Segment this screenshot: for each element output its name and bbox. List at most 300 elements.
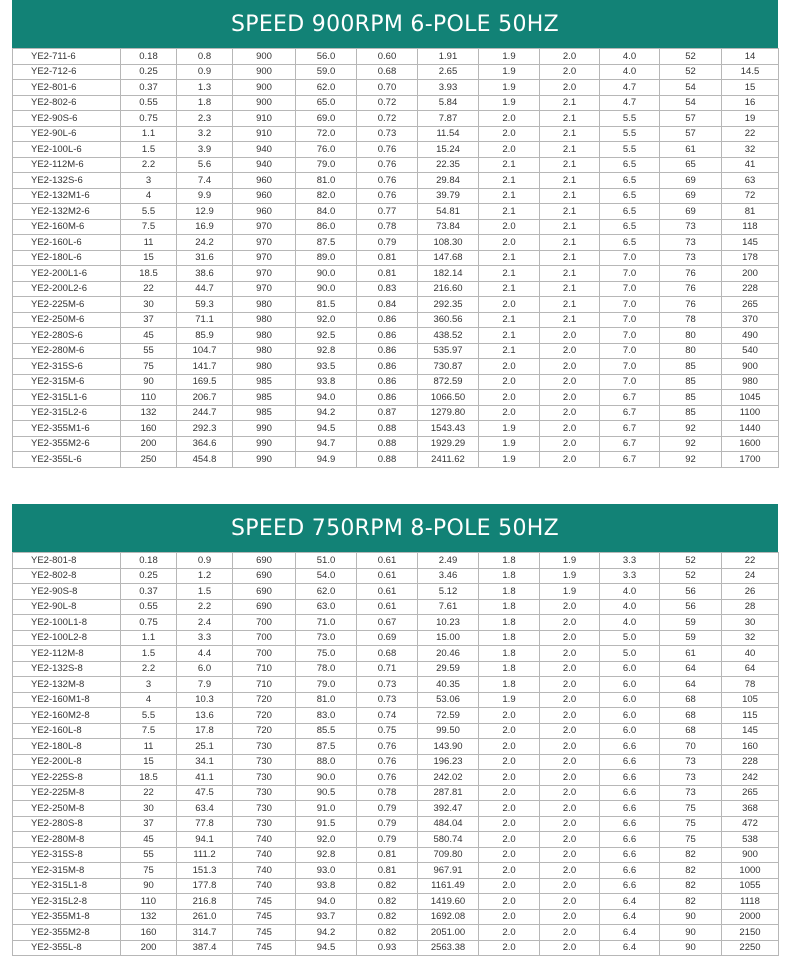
table-cell: 0.18 — [121, 553, 177, 569]
table-cell: 1700 — [722, 452, 779, 468]
table-cell: 720 — [233, 723, 296, 739]
table-cell: 2.0 — [479, 770, 540, 786]
table-cell: 28 — [722, 599, 779, 615]
table-cell: 71.0 — [296, 615, 357, 631]
table-cell: 10.3 — [177, 692, 233, 708]
table-cell: 7.0 — [600, 343, 660, 359]
model-cell: YE2-200L2-6 — [13, 281, 121, 297]
table-cell: 55 — [121, 343, 177, 359]
table-cell: 0.55 — [121, 95, 177, 111]
table-cell: 1.8 — [177, 95, 233, 111]
table-cell: 970 — [233, 235, 296, 251]
table-cell: 84.0 — [296, 204, 357, 220]
table-cell: 6.0 — [600, 677, 660, 693]
table-cell: 1.8 — [479, 646, 540, 662]
model-cell: YE2-355L-8 — [13, 940, 121, 956]
table-cell: 13.6 — [177, 708, 233, 724]
table-cell: 6.5 — [600, 204, 660, 220]
table-cell: 0.37 — [121, 584, 177, 600]
spec-table-6-pole — [12, 48, 779, 468]
table-cell: 244.7 — [177, 405, 233, 421]
table-cell: 6.7 — [600, 436, 660, 452]
model-cell: YE2-250M-6 — [13, 312, 121, 328]
table-cell: 6.6 — [600, 878, 660, 894]
table-cell: 4.0 — [600, 615, 660, 631]
table-cell: 292.3 — [177, 421, 233, 437]
table-cell: 3.3 — [600, 568, 660, 584]
table-cell: 0.88 — [357, 436, 418, 452]
table-cell: 250 — [121, 452, 177, 468]
table-cell: 2.0 — [479, 126, 540, 142]
table-cell: 145 — [722, 235, 779, 251]
table-row — [13, 266, 779, 282]
table-cell: 0.88 — [357, 421, 418, 437]
table-cell: 0.76 — [357, 142, 418, 158]
table-cell: 0.79 — [357, 235, 418, 251]
table-cell: 91.0 — [296, 801, 357, 817]
table-cell: 93.0 — [296, 863, 357, 879]
table-row — [13, 359, 779, 375]
table-cell: 0.67 — [357, 615, 418, 631]
table-cell: 11.54 — [418, 126, 479, 142]
table-cell: 709.80 — [418, 847, 479, 863]
table-cell: 2.0 — [540, 64, 600, 80]
model-cell: YE2-280S-6 — [13, 328, 121, 344]
table-cell: 2.2 — [177, 599, 233, 615]
table-cell: 7.0 — [600, 312, 660, 328]
table-cell: 1.8 — [479, 615, 540, 631]
table-cell: 32 — [722, 630, 779, 646]
table-cell: 2.1 — [540, 111, 600, 127]
table-cell: 73 — [660, 235, 722, 251]
table-cell: 4.4 — [177, 646, 233, 662]
table-cell: 93.8 — [296, 878, 357, 894]
table-cell: 30 — [121, 297, 177, 313]
table-cell: 730 — [233, 816, 296, 832]
table-cell: 7.0 — [600, 359, 660, 375]
table-cell: 64 — [660, 661, 722, 677]
table-cell: 261.0 — [177, 909, 233, 925]
table-cell: 93.7 — [296, 909, 357, 925]
table-cell: 1100 — [722, 405, 779, 421]
model-cell: YE2-180L-8 — [13, 739, 121, 755]
table-cell: 0.88 — [357, 452, 418, 468]
table-cell: 132 — [121, 909, 177, 925]
table-cell: 2.1 — [540, 173, 600, 189]
table-cell: 2.1 — [540, 219, 600, 235]
table-cell: 0.76 — [357, 188, 418, 204]
table-cell: 1.9 — [479, 95, 540, 111]
table-cell: 1066.50 — [418, 390, 479, 406]
table-cell: 740 — [233, 878, 296, 894]
table-cell: 0.73 — [357, 692, 418, 708]
table-cell: 40 — [722, 646, 779, 662]
table-cell: 92.8 — [296, 847, 357, 863]
table-cell: 2.0 — [540, 723, 600, 739]
table-cell: 0.76 — [357, 754, 418, 770]
table-cell: 2.49 — [418, 553, 479, 569]
table-cell: 16 — [722, 95, 779, 111]
table-cell: 2.0 — [540, 359, 600, 375]
table-cell: 10.23 — [418, 615, 479, 631]
table-cell: 90.0 — [296, 281, 357, 297]
table-cell: 3.3 — [177, 630, 233, 646]
table-cell: 41 — [722, 157, 779, 173]
table-cell: 62.0 — [296, 584, 357, 600]
table-cell: 0.73 — [357, 126, 418, 142]
table-cell: 76 — [660, 297, 722, 313]
model-cell: YE2-200L-8 — [13, 754, 121, 770]
table-row — [13, 940, 779, 956]
table-cell: 0.79 — [357, 816, 418, 832]
table-cell: 2.0 — [540, 863, 600, 879]
table-cell: 5.5 — [600, 142, 660, 158]
table-cell: 7.4 — [177, 173, 233, 189]
table-cell: 86.0 — [296, 219, 357, 235]
table-cell: 73 — [660, 754, 722, 770]
table-cell: 92.8 — [296, 343, 357, 359]
table-cell: 52 — [660, 553, 722, 569]
table-row — [13, 64, 779, 80]
table-cell: 44.7 — [177, 281, 233, 297]
table-cell: 1055 — [722, 878, 779, 894]
table-cell: 1.8 — [479, 553, 540, 569]
table-cell: 0.72 — [357, 95, 418, 111]
table-cell: 0.37 — [121, 80, 177, 96]
table-cell: 1161.49 — [418, 878, 479, 894]
table-cell: 6.5 — [600, 188, 660, 204]
table-cell: 1.9 — [540, 568, 600, 584]
table-cell: 0.81 — [357, 847, 418, 863]
table-cell: 61 — [660, 646, 722, 662]
table-cell: 2.0 — [540, 374, 600, 390]
table-row — [13, 111, 779, 127]
table-cell: 92 — [660, 421, 722, 437]
table-cell: 111.2 — [177, 847, 233, 863]
table-row — [13, 126, 779, 142]
table-cell: 6.5 — [600, 219, 660, 235]
table-cell: 0.82 — [357, 909, 418, 925]
table-cell: 535.97 — [418, 343, 479, 359]
table-cell: 0.9 — [177, 553, 233, 569]
table-cell: 2.0 — [540, 692, 600, 708]
model-cell: YE2-225M-8 — [13, 785, 121, 801]
table-cell: 1.5 — [121, 646, 177, 662]
table-cell: 72.59 — [418, 708, 479, 724]
table-cell: 0.86 — [357, 343, 418, 359]
table-cell: 700 — [233, 630, 296, 646]
table-cell: 92 — [660, 452, 722, 468]
table-cell: 6.6 — [600, 801, 660, 817]
model-cell: YE2-160M1-8 — [13, 692, 121, 708]
table-cell: 32 — [722, 142, 779, 158]
table-cell: 730 — [233, 770, 296, 786]
table-cell: 690 — [233, 553, 296, 569]
table-cell: 57 — [660, 111, 722, 127]
table-cell: 990 — [233, 452, 296, 468]
table-cell: 0.78 — [357, 785, 418, 801]
table-cell: 37 — [121, 312, 177, 328]
table-cell: 1.9 — [479, 692, 540, 708]
table-cell: 4 — [121, 692, 177, 708]
table-cell: 2.2 — [121, 661, 177, 677]
model-cell: YE2-200L1-6 — [13, 266, 121, 282]
table-cell: 92.0 — [296, 832, 357, 848]
table-cell: 745 — [233, 925, 296, 941]
table-cell: 1.9 — [479, 421, 540, 437]
table-cell: 2.0 — [479, 785, 540, 801]
table-cell: 54 — [660, 95, 722, 111]
table-row — [13, 832, 779, 848]
table-cell: 94.7 — [296, 436, 357, 452]
table-row — [13, 436, 779, 452]
table-cell: 7.87 — [418, 111, 479, 127]
table-cell: 52 — [660, 49, 722, 65]
table-cell: 5.5 — [600, 111, 660, 127]
model-cell: YE2-280M-8 — [13, 832, 121, 848]
table-cell: 730 — [233, 754, 296, 770]
table-cell: 0.86 — [357, 374, 418, 390]
table-cell: 0.76 — [357, 770, 418, 786]
table-cell: 6.7 — [600, 390, 660, 406]
table-cell: 6.4 — [600, 909, 660, 925]
table-cell: 73 — [660, 770, 722, 786]
table-cell: 200 — [121, 436, 177, 452]
table-cell: 75.0 — [296, 646, 357, 662]
table-cell: 730 — [233, 801, 296, 817]
table-cell: 740 — [233, 832, 296, 848]
table-cell: 76.0 — [296, 142, 357, 158]
table-cell: 1000 — [722, 863, 779, 879]
table-cell: 2.0 — [479, 739, 540, 755]
section-6-pole — [12, 0, 778, 468]
table-cell: 970 — [233, 250, 296, 266]
table-cell: 63 — [722, 173, 779, 189]
table-row — [13, 754, 779, 770]
table-cell: 72.0 — [296, 126, 357, 142]
table-cell: 2.1 — [479, 281, 540, 297]
table-cell: 200 — [121, 940, 177, 956]
table-cell: 4.7 — [600, 95, 660, 111]
table-cell: 160 — [722, 739, 779, 755]
table-cell: 72 — [722, 188, 779, 204]
table-cell: 11 — [121, 235, 177, 251]
model-cell: YE2-112M-8 — [13, 646, 121, 662]
table-cell: 2.0 — [479, 909, 540, 925]
table-cell: 242.02 — [418, 770, 479, 786]
model-cell: YE2-315L2-8 — [13, 894, 121, 910]
table-cell: 6.0 — [600, 661, 660, 677]
table-cell: 80 — [660, 343, 722, 359]
table-cell: 90 — [121, 374, 177, 390]
table-cell: 94.0 — [296, 390, 357, 406]
table-cell: 438.52 — [418, 328, 479, 344]
table-cell: 52 — [660, 568, 722, 584]
table-cell: 22 — [722, 553, 779, 569]
table-cell: 228 — [722, 754, 779, 770]
table-cell: 30 — [722, 615, 779, 631]
table-cell: 59 — [660, 615, 722, 631]
table-row — [13, 219, 779, 235]
spec-table-8-pole — [12, 552, 779, 956]
table-cell: 970 — [233, 266, 296, 282]
table-cell: 61 — [660, 142, 722, 158]
model-cell: YE2-132S-6 — [13, 173, 121, 189]
table-cell: 2.0 — [540, 832, 600, 848]
table-row — [13, 553, 779, 569]
section-title-6-pole: SPEED 900RPM 6-POLE 50HZ — [12, 0, 778, 48]
table-row — [13, 785, 779, 801]
table-cell: 26 — [722, 584, 779, 600]
table-cell: 38.6 — [177, 266, 233, 282]
table-row — [13, 646, 779, 662]
table-cell: 2.1 — [540, 157, 600, 173]
table-cell: 2.0 — [540, 646, 600, 662]
table-cell: 1.2 — [177, 568, 233, 584]
table-cell: 970 — [233, 219, 296, 235]
table-cell: 1.3 — [177, 80, 233, 96]
model-cell: YE2-225S-8 — [13, 770, 121, 786]
table-cell: 730.87 — [418, 359, 479, 375]
table-cell: 265 — [722, 297, 779, 313]
table-cell: 2.0 — [540, 390, 600, 406]
table-cell: 0.78 — [357, 219, 418, 235]
table-cell: 6.5 — [600, 235, 660, 251]
table-cell: 540 — [722, 343, 779, 359]
table-cell: 25.1 — [177, 739, 233, 755]
table-cell: 2.1 — [479, 157, 540, 173]
table-cell: 216.8 — [177, 894, 233, 910]
table-cell: 92.5 — [296, 328, 357, 344]
table-cell: 5.0 — [600, 646, 660, 662]
table-row — [13, 692, 779, 708]
table-cell: 3 — [121, 173, 177, 189]
table-cell: 2.1 — [479, 250, 540, 266]
table-cell: 2.0 — [540, 801, 600, 817]
table-cell: 70 — [660, 739, 722, 755]
model-cell: YE2-355M1-6 — [13, 421, 121, 437]
table-cell: 59.0 — [296, 64, 357, 80]
table-cell: 64 — [722, 661, 779, 677]
table-cell: 56.0 — [296, 49, 357, 65]
table-cell: 2.0 — [540, 677, 600, 693]
table-cell: 2.1 — [479, 328, 540, 344]
table-cell: 76 — [660, 281, 722, 297]
table-cell: 2.0 — [479, 235, 540, 251]
table-cell: 4.0 — [600, 64, 660, 80]
table-cell: 6.6 — [600, 816, 660, 832]
model-cell: YE2-160M2-8 — [13, 708, 121, 724]
model-cell: YE2-90L-6 — [13, 126, 121, 142]
table-cell: 2.0 — [479, 723, 540, 739]
table-row — [13, 281, 779, 297]
table-cell: 1.91 — [418, 49, 479, 65]
table-cell: 538 — [722, 832, 779, 848]
table-row — [13, 95, 779, 111]
table-cell: 0.81 — [357, 250, 418, 266]
model-cell: YE2-180L-6 — [13, 250, 121, 266]
table-cell: 2.0 — [540, 49, 600, 65]
table-row — [13, 677, 779, 693]
table-cell: 3.9 — [177, 142, 233, 158]
table-cell: 57 — [660, 126, 722, 142]
table-row — [13, 452, 779, 468]
table-cell: 2.0 — [540, 909, 600, 925]
table-row — [13, 661, 779, 677]
table-cell: 730 — [233, 785, 296, 801]
table-cell: 94.5 — [296, 940, 357, 956]
table-cell: 1929.29 — [418, 436, 479, 452]
table-row — [13, 708, 779, 724]
table-cell: 2.1 — [540, 266, 600, 282]
table-cell: 690 — [233, 584, 296, 600]
table-cell: 2.1 — [540, 297, 600, 313]
table-cell: 960 — [233, 204, 296, 220]
table-cell: 29.59 — [418, 661, 479, 677]
table-cell: 200 — [722, 266, 779, 282]
table-cell: 720 — [233, 708, 296, 724]
table-cell: 990 — [233, 436, 296, 452]
model-cell: YE2-250M-8 — [13, 801, 121, 817]
table-cell: 75 — [660, 816, 722, 832]
table-cell: 1.5 — [121, 142, 177, 158]
table-row — [13, 49, 779, 65]
table-cell: 118 — [722, 219, 779, 235]
table-cell: 85 — [660, 374, 722, 390]
table-row — [13, 630, 779, 646]
table-cell: 740 — [233, 847, 296, 863]
table-cell: 1.8 — [479, 584, 540, 600]
table-cell: 54.0 — [296, 568, 357, 584]
table-cell: 90 — [660, 940, 722, 956]
table-cell: 392.47 — [418, 801, 479, 817]
table-cell: 15.24 — [418, 142, 479, 158]
table-cell: 29.84 — [418, 173, 479, 189]
table-cell: 85 — [660, 405, 722, 421]
table-cell: 90.0 — [296, 770, 357, 786]
model-cell: YE2-280S-8 — [13, 816, 121, 832]
table-cell: 1.8 — [479, 599, 540, 615]
table-cell: 1.1 — [121, 126, 177, 142]
table-row — [13, 142, 779, 158]
table-cell: 940 — [233, 142, 296, 158]
table-cell: 14 — [722, 49, 779, 65]
table-cell: 2.0 — [540, 708, 600, 724]
table-cell: 7.9 — [177, 677, 233, 693]
table-cell: 985 — [233, 374, 296, 390]
table-cell: 2.1 — [479, 312, 540, 328]
table-cell: 0.74 — [357, 708, 418, 724]
table-cell: 0.25 — [121, 64, 177, 80]
table-cell: 2.1 — [479, 266, 540, 282]
table-cell: 2.0 — [479, 878, 540, 894]
table-cell: 99.50 — [418, 723, 479, 739]
model-cell: YE2-711-6 — [13, 49, 121, 65]
table-cell: 110 — [121, 390, 177, 406]
table-cell: 41.1 — [177, 770, 233, 786]
table-cell: 62.0 — [296, 80, 357, 96]
table-cell: 1.9 — [479, 49, 540, 65]
table-cell: 2.0 — [540, 630, 600, 646]
table-cell: 73.84 — [418, 219, 479, 235]
model-cell: YE2-802-8 — [13, 568, 121, 584]
table-cell: 0.25 — [121, 568, 177, 584]
table-cell: 2.0 — [479, 863, 540, 879]
table-cell: 65 — [660, 157, 722, 173]
table-cell: 2.1 — [540, 235, 600, 251]
table-cell: 580.74 — [418, 832, 479, 848]
table-cell: 79.0 — [296, 157, 357, 173]
